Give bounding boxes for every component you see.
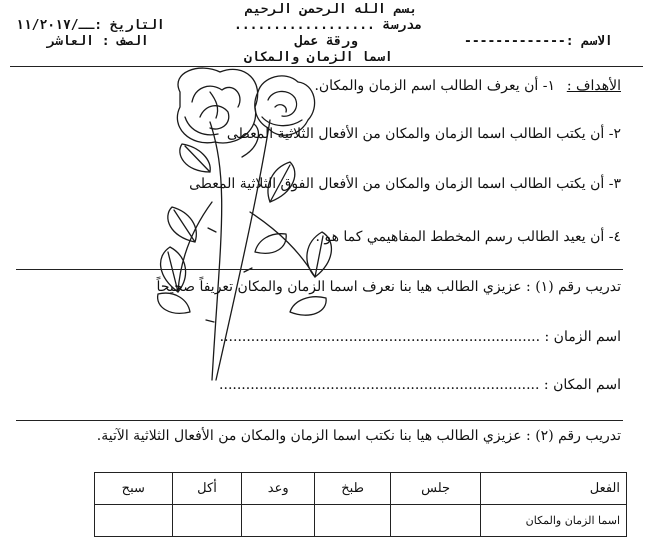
exercise1-title: تدريب رقم (١) : عزيزي الطالب هيا بنا نعرف اسما الزمان والمكان تعريفاً صحيحاً <box>156 279 621 295</box>
grade-field: الصف : العاشر <box>47 34 149 49</box>
table-row <box>95 473 627 505</box>
answer-cell[interactable] <box>242 505 314 537</box>
objective-item: ٢- أن يكتب الطالب اسما الزمان والمكان من الأفعال الثلاثية المعطى <box>226 126 621 142</box>
verb-cell: جلس <box>391 473 481 505</box>
section-divider <box>16 420 623 421</box>
answer-cell[interactable] <box>172 505 242 537</box>
objective-item: ٤- أن يعيد الطالب رسم المخطط المفاهيمي كما هو . <box>315 229 621 245</box>
section-divider <box>16 269 623 270</box>
time-noun-line[interactable]: اسم الزمان : ........................................................................ <box>219 329 621 345</box>
objective-item: ٣- أن يكتب الطالب اسما الزمان والمكان من الأفعال الفوق الثلاثية المعطى <box>189 176 621 192</box>
lesson-topic: اسما الزمان والمكان <box>244 50 393 65</box>
answer-cell[interactable] <box>391 505 481 537</box>
row-header-nouns: اسما الزمان والمكان <box>481 505 627 537</box>
objective-item: ١- أن يعرف الطالب اسم الزمان والمكان. <box>314 78 555 94</box>
verb-cell: وعد <box>242 473 314 505</box>
verbs-table <box>94 472 627 537</box>
table-row <box>95 505 627 537</box>
school-field: مدرسة .................. <box>234 18 422 33</box>
answer-cell[interactable] <box>95 505 173 537</box>
student-name-field: الاسم :------------- <box>464 34 613 49</box>
objectives-label: الأهداف : <box>566 78 621 94</box>
verb-cell: أكل <box>172 473 242 505</box>
basmala: بسم الله الرحمن الرحيم <box>245 2 418 17</box>
worksheet-title: ورقة عمل <box>295 34 358 49</box>
place-noun-line[interactable]: اسم المكان : ........................................................................ <box>219 377 621 393</box>
answer-cell[interactable] <box>314 505 390 537</box>
exercise2-title: تدريب رقم (٢) : عزيزي الطالب هيا بنا نكتب اسما الزمان والمكان من الأفعال الثلاثية الآتية. <box>96 428 621 444</box>
verb-cell: طبخ <box>314 473 390 505</box>
row-header-verb: الفعل <box>481 473 627 505</box>
date-field: التاريخ :ــ/١١/٢٠١٧ <box>16 18 165 33</box>
verb-cell: سبح <box>95 473 173 505</box>
